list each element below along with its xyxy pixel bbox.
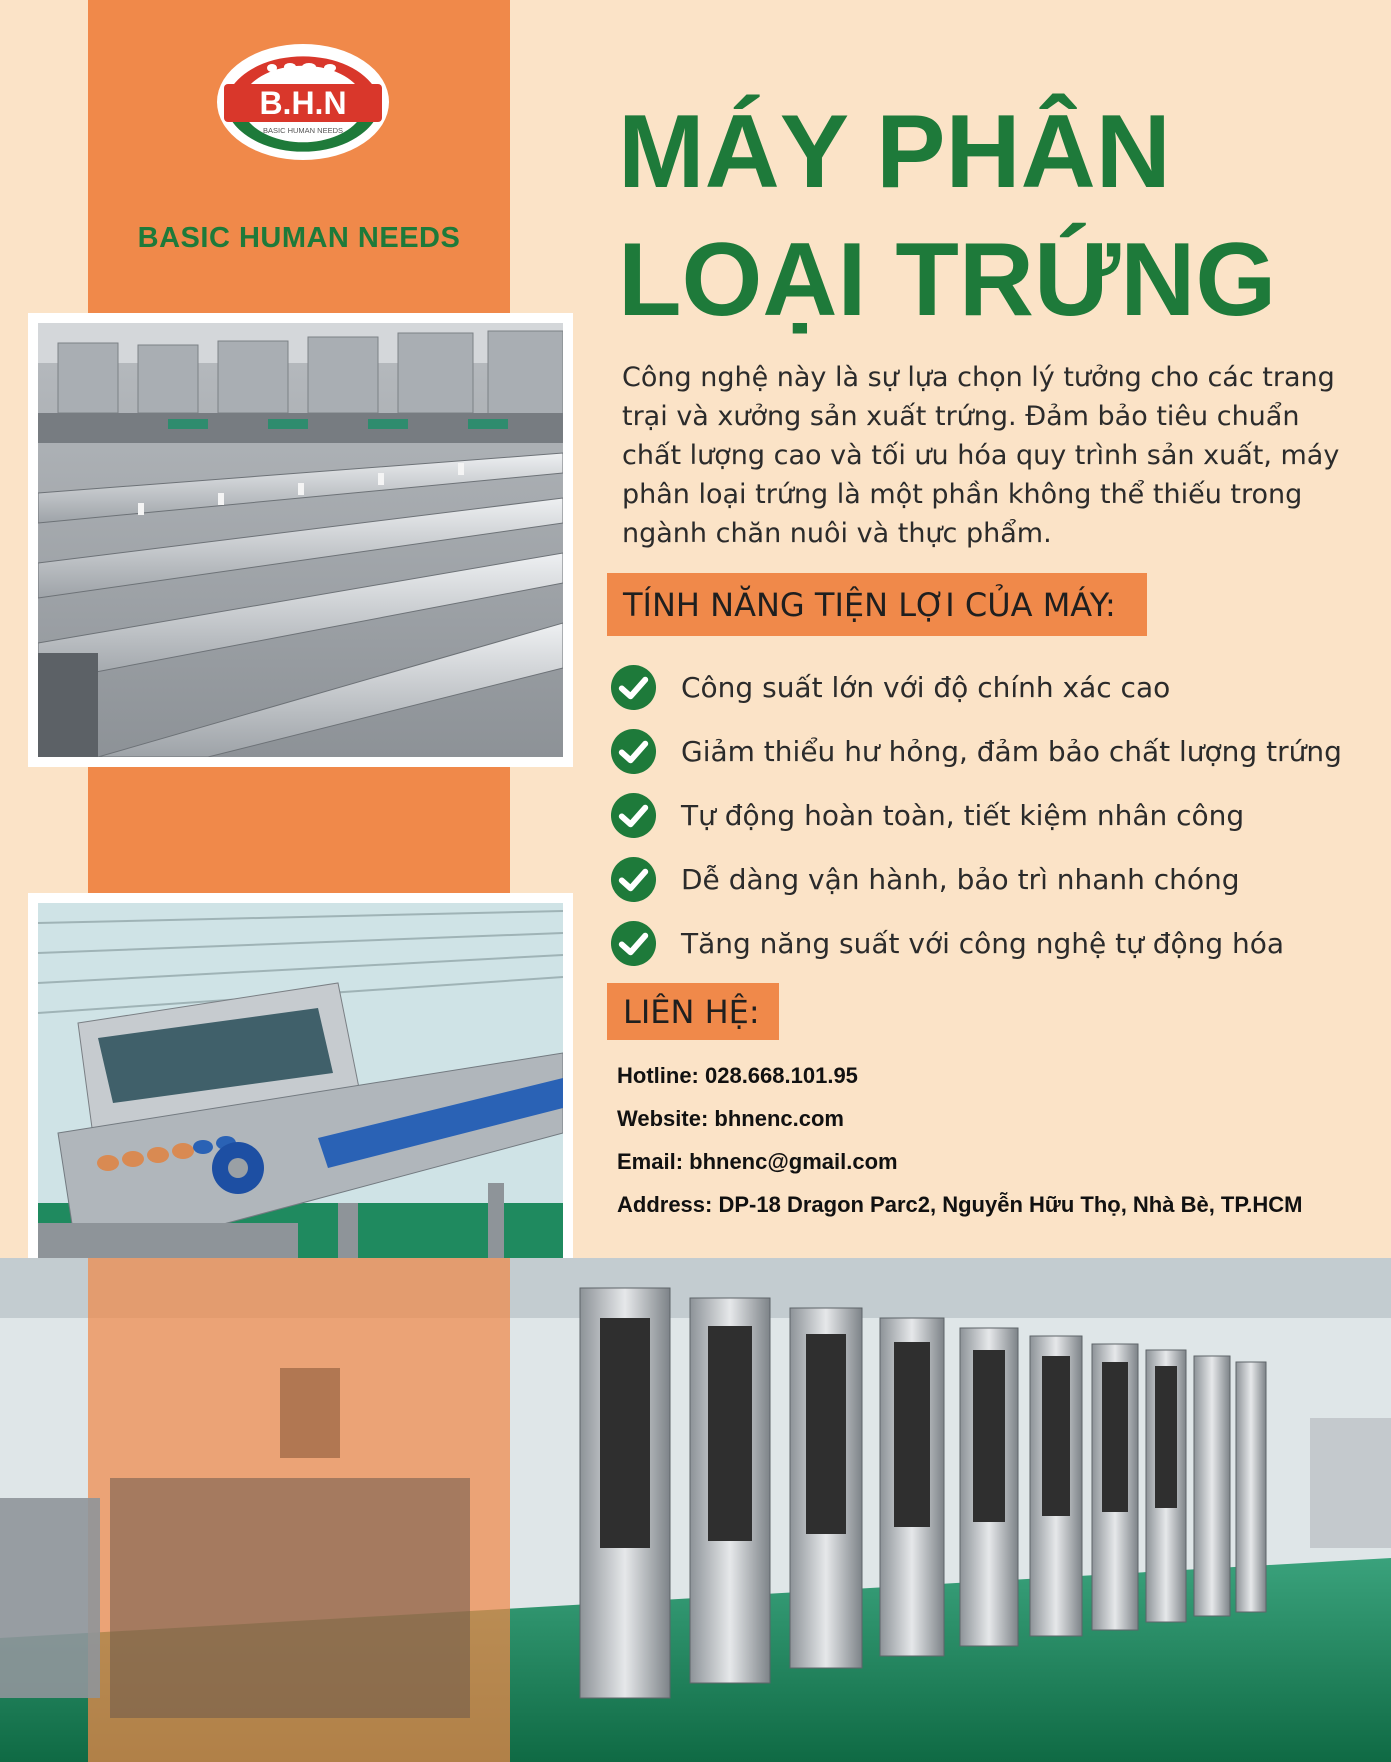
feature-item (610, 655, 1342, 719)
title-line-2: LOẠI TRỨNG (618, 222, 1277, 338)
contact-heading (607, 983, 779, 1040)
contact-website: Website: bhnenc.com (617, 1106, 844, 1131)
feature-item (610, 911, 1342, 975)
feature-text: Dễ dàng vận hành, bảo trì nhanh chóng (681, 862, 1240, 896)
check-circle-icon (610, 792, 657, 839)
features-heading (607, 573, 1147, 636)
title-line-1: MÁY PHÂN (618, 94, 1171, 210)
check-circle-icon (610, 920, 657, 967)
intro-paragraph: Công nghệ này là sự lựa chọn lý tưởng cho các trang trại và xưởng sản xuất trứng. Đảm bảo tiêu chuẩn chất lượng cao và tối ưu hóa quy trình sản xuất, máy phân loại trứng là một phần không thể thiếu trong ngành chăn nuôi và thực phẩm. (622, 362, 1340, 549)
feature-item (610, 719, 1342, 783)
contact-address: Address: DP-18 Dragon Parc2, Nguyễn Hữu Thọ, Nhà Bè, TP.HCM (617, 1192, 1303, 1217)
machine-photo-1 (28, 313, 573, 767)
feature-text: Công suất lớn với độ chính xác cao (681, 670, 1171, 704)
contact-hotline: Hotline: 028.668.101.95 (617, 1063, 858, 1088)
contact-list (617, 1054, 1302, 1226)
logo-tagline: BASIC HUMAN NEEDS (262, 126, 344, 135)
check-circle-icon (610, 856, 657, 903)
page-title (618, 88, 1276, 344)
logo-text: B.H.N (259, 85, 347, 121)
feature-item (610, 847, 1342, 911)
factory-photo (0, 1258, 1391, 1762)
contact-email: Email: bhnenc@gmail.com (617, 1149, 898, 1174)
feature-text: Tự động hoàn toàn, tiết kiệm nhân công (681, 798, 1245, 832)
feature-text: Tăng năng suất với công nghệ tự động hóa (681, 926, 1285, 960)
features-heading-text: TÍNH NĂNG TIỆN LỢI CỦA MÁY: (623, 585, 1116, 624)
feature-text: Giảm thiểu hư hỏng, đảm bảo chất lượng trứng (681, 734, 1342, 768)
feature-item (610, 783, 1342, 847)
features-list (610, 655, 1342, 975)
check-circle-icon (610, 664, 657, 711)
contact-heading-text: LIÊN HỆ: (623, 992, 760, 1031)
brand-name: BASIC HUMAN NEEDS (137, 222, 461, 254)
bhn-logo (210, 40, 396, 165)
check-circle-icon (610, 728, 657, 775)
